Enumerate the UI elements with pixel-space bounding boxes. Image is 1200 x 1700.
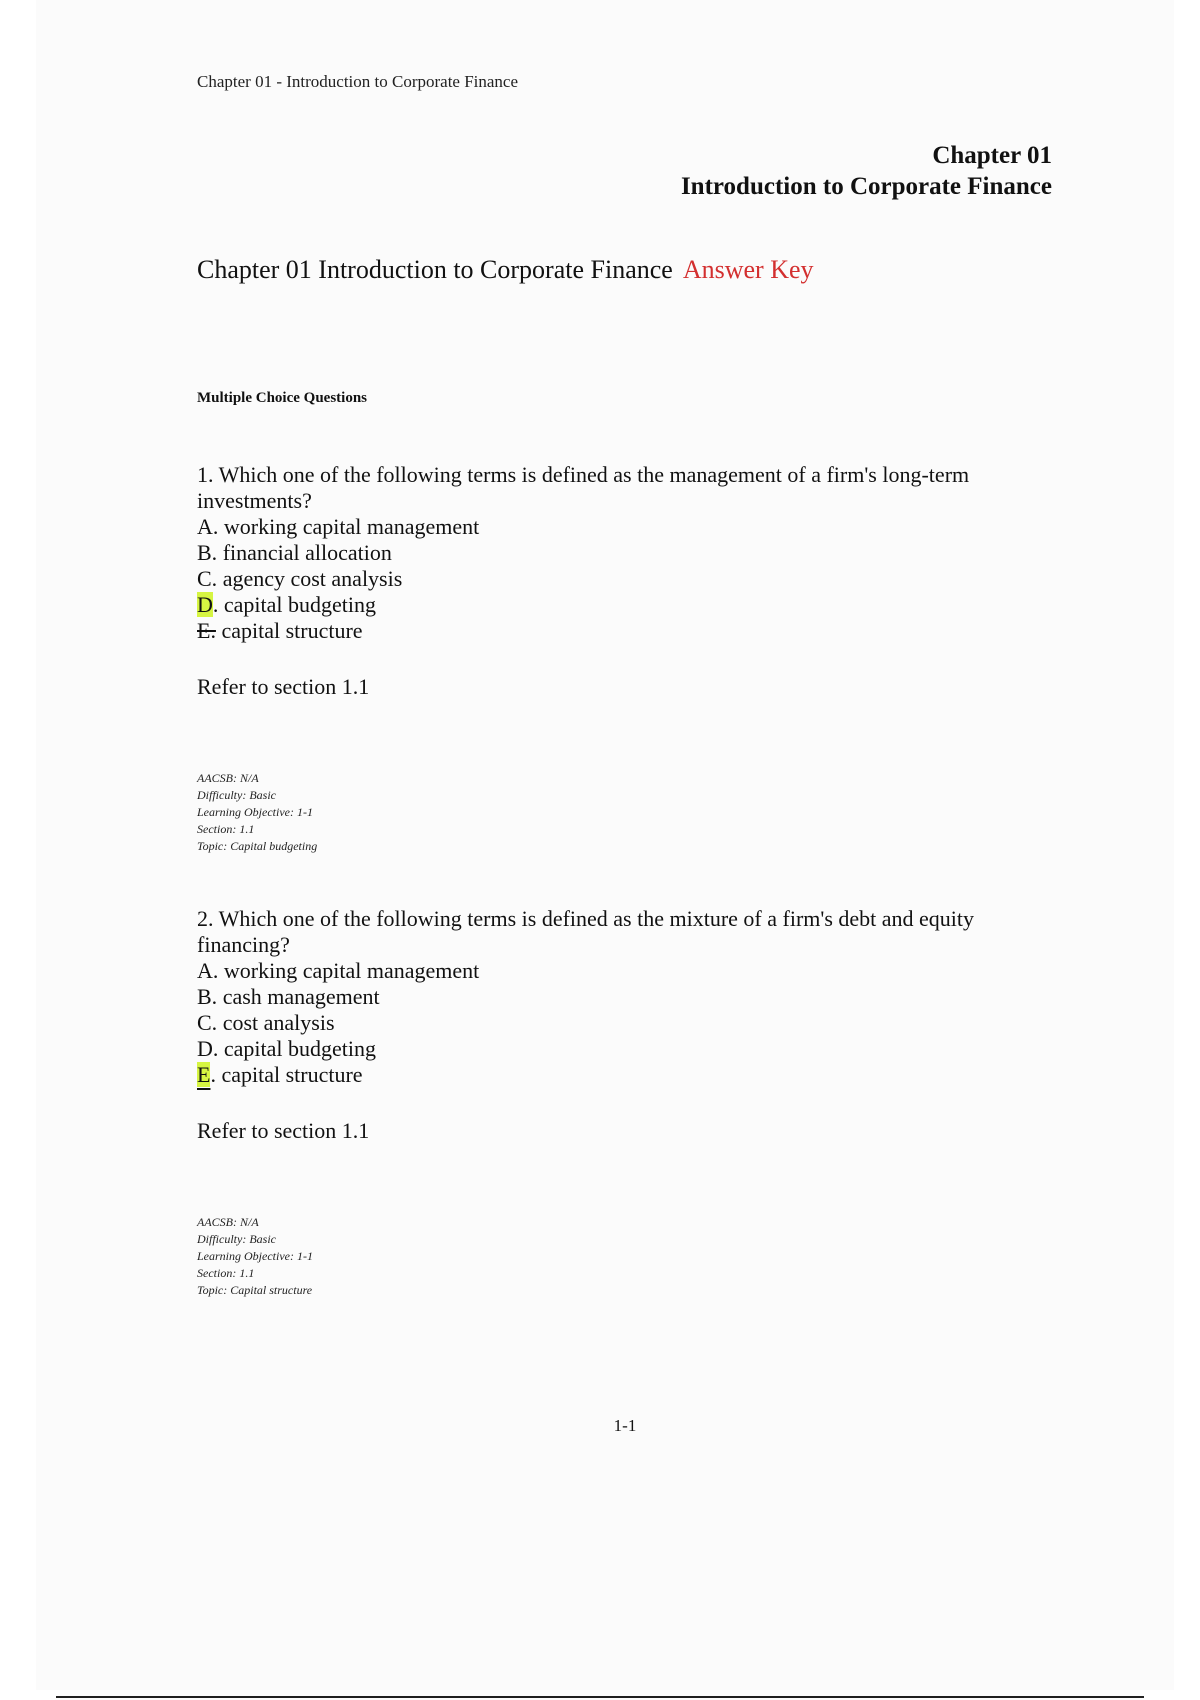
- option-letter: C.: [197, 566, 218, 591]
- option-d: [197, 1036, 1047, 1062]
- meta-section: Section: 1.1: [197, 1266, 255, 1280]
- chapter-title-block: [681, 140, 1052, 202]
- answer-key-heading: [197, 255, 814, 285]
- option-letter: B.: [197, 984, 218, 1009]
- correct-answer-letter: E: [197, 1062, 211, 1087]
- option-a: [197, 514, 1047, 540]
- meta-aacsb: AACSB: N/A: [197, 771, 259, 785]
- option-a: [197, 958, 1047, 984]
- question-2: [197, 906, 1047, 1144]
- answer-key-chapter-text: Chapter 01 Introduction to Corporate Finance: [197, 255, 673, 284]
- option-b: [197, 540, 1047, 566]
- option-text: working capital management: [218, 514, 480, 539]
- option-text: cost analysis: [217, 1010, 335, 1035]
- section-reference: Refer to section 1.1: [197, 1118, 370, 1143]
- meta-difficulty: Difficulty: Basic: [197, 1232, 276, 1246]
- option-text: capital structure: [215, 618, 363, 643]
- question-stem: 2. Which one of the following terms is defined as the mixture of a firm's debt and equity financing?: [197, 906, 975, 957]
- option-text: cash management: [217, 984, 380, 1009]
- page-number: 1-1: [613, 1416, 637, 1435]
- meta-aacsb: AACSB: N/A: [197, 1215, 259, 1229]
- option-c: [197, 1010, 1047, 1036]
- bottom-divider: [56, 1696, 1144, 1698]
- meta-section: Section: 1.1: [197, 822, 255, 836]
- option-c: [197, 566, 1047, 592]
- chapter-title: Introduction to Corporate Finance: [680, 173, 1052, 200]
- option-text: capital structure: [215, 1062, 363, 1087]
- meta-learning-objective: Learning Objective: 1-1: [197, 1249, 313, 1263]
- answer-key-label: Answer Key: [682, 255, 814, 284]
- question-1-metadata: [197, 770, 317, 855]
- running-header: Chapter 01 - Introduction to Corporate Finance: [197, 72, 519, 91]
- option-dot: .: [212, 592, 219, 617]
- option-e-correct: [197, 1062, 1047, 1088]
- option-list: [197, 514, 1047, 644]
- section-heading: Multiple Choice Questions: [197, 390, 368, 406]
- option-letter: B.: [197, 540, 218, 565]
- option-letter: C.: [197, 1010, 218, 1035]
- question-stem: 1. Which one of the following terms is defined as the management of a firm's long-term investments?: [197, 462, 970, 513]
- option-text: capital budgeting: [218, 592, 377, 617]
- correct-answer-letter: D: [197, 592, 213, 617]
- option-e: [197, 618, 1047, 644]
- option-text: capital budgeting: [218, 1036, 377, 1061]
- meta-difficulty: Difficulty: Basic: [197, 788, 276, 802]
- option-list: [197, 958, 1047, 1088]
- question-1: [197, 462, 1047, 700]
- option-text: working capital management: [218, 958, 480, 983]
- option-d-correct: [197, 592, 1047, 618]
- option-text: financial allocation: [217, 540, 392, 565]
- meta-topic: Topic: Capital budgeting: [197, 839, 318, 853]
- meta-topic: Topic: Capital structure: [197, 1283, 313, 1297]
- option-b: [197, 984, 1047, 1010]
- option-letter: D.: [197, 1036, 219, 1061]
- option-text: agency cost analysis: [217, 566, 403, 591]
- question-2-metadata: [197, 1214, 313, 1299]
- chapter-number: Chapter 01: [932, 142, 1052, 169]
- option-dot: .: [210, 1062, 216, 1087]
- meta-learning-objective: Learning Objective: 1-1: [197, 805, 313, 819]
- struck-option-letter: E.: [197, 618, 216, 643]
- section-reference: Refer to section 1.1: [197, 674, 370, 699]
- option-letter: A.: [197, 958, 219, 983]
- option-letter: A.: [197, 514, 219, 539]
